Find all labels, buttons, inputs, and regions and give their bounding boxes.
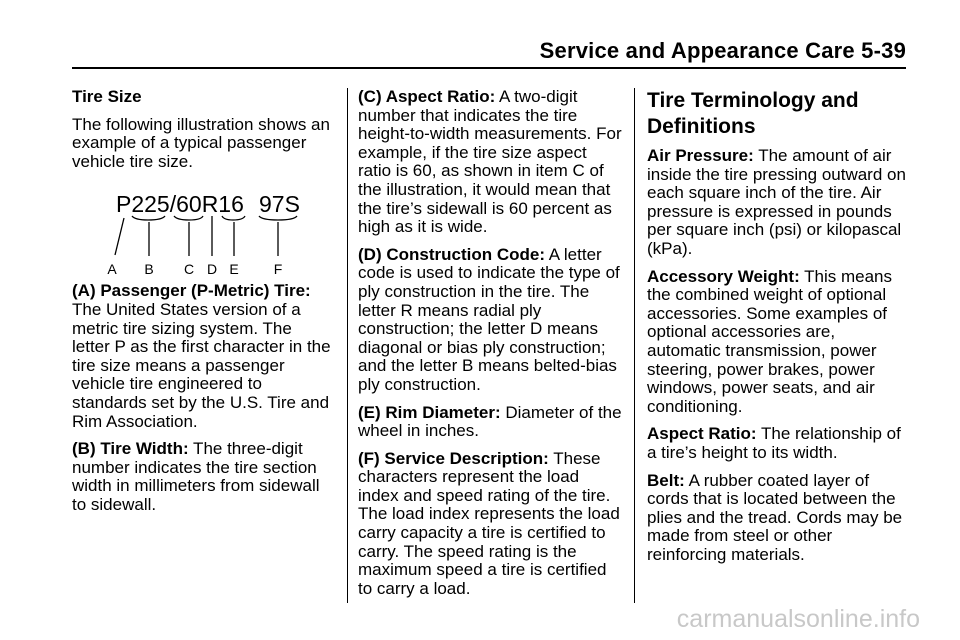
term-label: (C) Aspect Ratio: [358, 87, 496, 106]
tire-size-heading: Tire Size [72, 87, 142, 106]
page-title: Service and Appearance Care 5-39 [539, 38, 906, 63]
definition-rim-diameter [358, 404, 622, 441]
term-label: Aspect Ratio: [647, 424, 757, 444]
bracket-group [115, 216, 297, 256]
term-label: Air Pressure: [647, 146, 754, 165]
column-divider-2 [634, 88, 635, 603]
definition-air-pressure [647, 147, 909, 259]
term-label: (E) Rim Diameter: [358, 402, 501, 422]
diagram-labels [107, 261, 282, 276]
label-f: F [273, 261, 283, 277]
term-label: (A) Passenger (P-Metric) Tire: [72, 281, 311, 301]
definition-service-description [358, 450, 622, 599]
column-2 [358, 88, 622, 607]
label-a: A [107, 261, 117, 277]
term-text: This means the combined weight of optional accessories. Some examples of optional accessories are, automatic transmission, power steering, power brakes, power windows, power seats, and air conditioning. [647, 266, 893, 416]
section-heading: Tire Terminology and Definitions [647, 89, 859, 138]
column-1 [72, 88, 334, 524]
tire-code-right: 97S [259, 191, 300, 218]
page-header [0, 0, 960, 70]
tire-size-diagram [72, 180, 332, 276]
tire-code-left: P225/60R16 [116, 191, 244, 218]
definition-tire-width [72, 440, 334, 514]
term-label: Accessory Weight: [647, 266, 800, 286]
term-text: The amount of air inside the tire pressing outward on each square inch of the tire. Air pressure is expressed in pounds per square inch (psi) or kilopascal (kPa). [647, 146, 906, 258]
term-text: The United States version of a metric tire sizing system. The letter P as the first character in the tire size means a passenger vehicle tire engineered to standards set by the U.S. Tire and Rim Association. [72, 299, 331, 431]
term-text: A letter code is used to indicate the type of ply construction in the tire. The letter R means radial ply construction; the letter D means diagonal or bias ply construction; and the letter B means belted-bias ply construction. [358, 244, 620, 394]
label-b: B [144, 261, 154, 277]
leader-a [115, 218, 124, 255]
term-text: Diameter of the wheel in inches. [358, 402, 622, 441]
label-d: D [206, 261, 218, 277]
header-rule [72, 67, 906, 69]
definition-accessory-weight [647, 268, 909, 417]
label-c: C [183, 261, 195, 277]
tire-size-intro: The following illustration shows an example of a typical passenger vehicle tire size. [72, 114, 330, 171]
term-label: (D) Construction Code: [358, 244, 545, 264]
definition-construction-code [358, 246, 622, 395]
term-text: The three-digit number indicates the tire section width in millimeters from sidewall to sidewall. [72, 439, 320, 514]
definition-passenger-tire [72, 282, 334, 431]
term-text: These characters represent the load index and speed rating of the tire. The load index represents the load carry capacity a tire is certified to carry. The speed rating is the maximum speed a tire is certified to carry a load. [358, 448, 620, 598]
label-e: E [229, 261, 239, 277]
term-label: Belt: [647, 470, 685, 490]
definition-aspect-ratio [647, 425, 909, 462]
term-label: (B) Tire Width: [72, 439, 189, 459]
watermark: carmanualsonline.info [676, 605, 920, 633]
term-text: The relationship of a tire’s height to its width. [647, 424, 901, 462]
term-text: A rubber coated layer of cords that is located between the plies and the tread. Cords may be made from steel or other reinforcing materials. [647, 470, 903, 564]
column-3 [647, 88, 909, 573]
column-divider-1 [347, 88, 348, 603]
term-label: (F) Service Description: [358, 448, 549, 468]
definition-aspect-ratio-c [358, 88, 622, 237]
definition-belt [647, 472, 909, 565]
tire-size-diagram-svg [72, 180, 332, 276]
term-text: A two-digit number that indicates the tire height-to-width measurements. For example, if the tire size aspect ratio is 60, as shown in item C of the illustration, it would mean that the tire’s sidewall is 60 percent as high as it is wide. [358, 87, 622, 237]
